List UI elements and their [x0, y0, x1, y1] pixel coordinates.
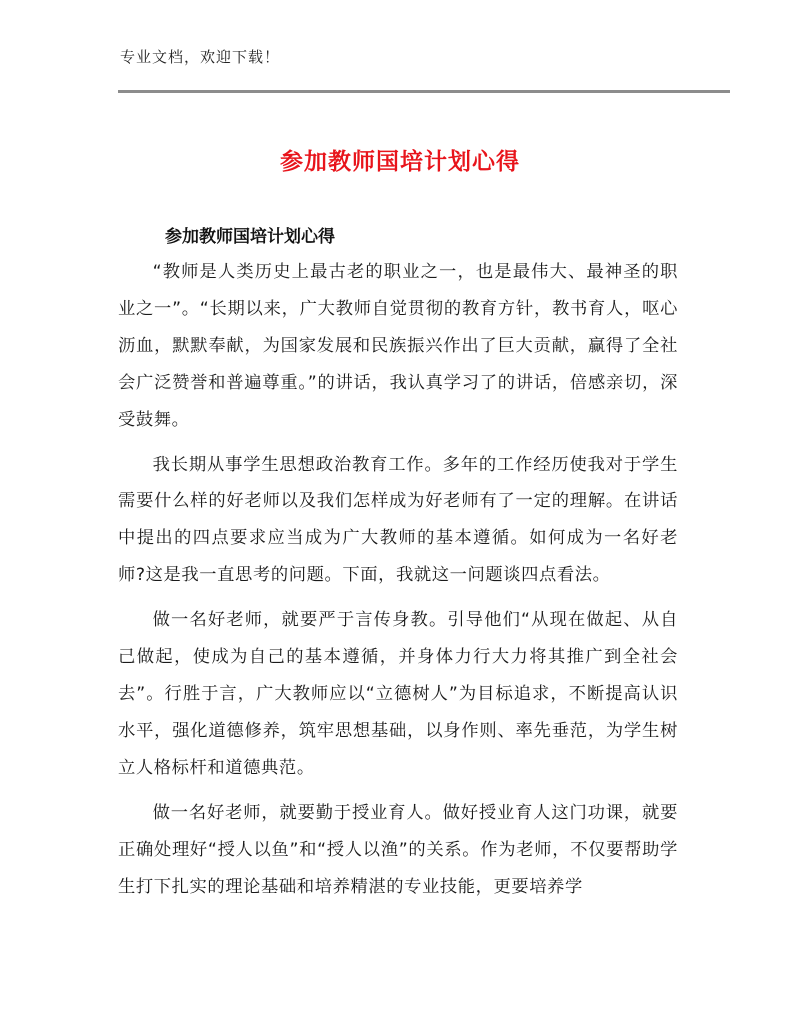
- header-note: 专业文档，欢迎下载！: [120, 48, 281, 66]
- header-divider: [118, 90, 730, 93]
- paragraph: “教师是人类历史上最古老的职业之一，也是最伟大、最神圣的职业之一”。“长期以来，广大教师自觉贯彻的教育方针，教书育人，呕心沥血，默默奉献，为国家发展和民族振兴作出了巨大贡献，赢得了全社会广泛赞誉和普遍尊重。”的讲话，我认真学习了的讲话，倍感亲切，深受鼓舞。: [118, 262, 678, 430]
- document-subtitle: 参加教师国培计划心得: [165, 227, 335, 247]
- paragraph: 做一名好老师，就要严于言传身教。引导他们“从现在做起、从自己做起，使成为自己的基本遵循，并身体力行大力将其推广到全社会去”。行胜于言，广大教师应以“立德树人”为目标追求，不断提高认识水平，强化道德修养，筑牢思想基础，以身作则、率先垂范，为学生树立人格标杆和道德典范。: [118, 610, 678, 778]
- paragraph: 我长期从事学生思想政治教育工作。多年的工作经历使我对于学生需要什么样的好老师以及我们怎样成为好老师有了一定的理解。在讲话中提出的四点要求应当成为广大教师的基本遵循。如何成为一名好老师?这是我一直思考的问题。下面，我就这一问题谈四点看法。: [118, 454, 678, 586]
- paragraph: 做一名好老师，就要勤于授业育人。做好授业育人这门功课，就要正确处理好“授人以鱼”和“授人以渔”的关系。作为老师，不仅要帮助学生打下扎实的理论基础和培养精湛的专业技能，更要培养学: [118, 802, 678, 897]
- document-title: 参加教师国培计划心得: [280, 149, 520, 175]
- document-body: [118, 254, 678, 913]
